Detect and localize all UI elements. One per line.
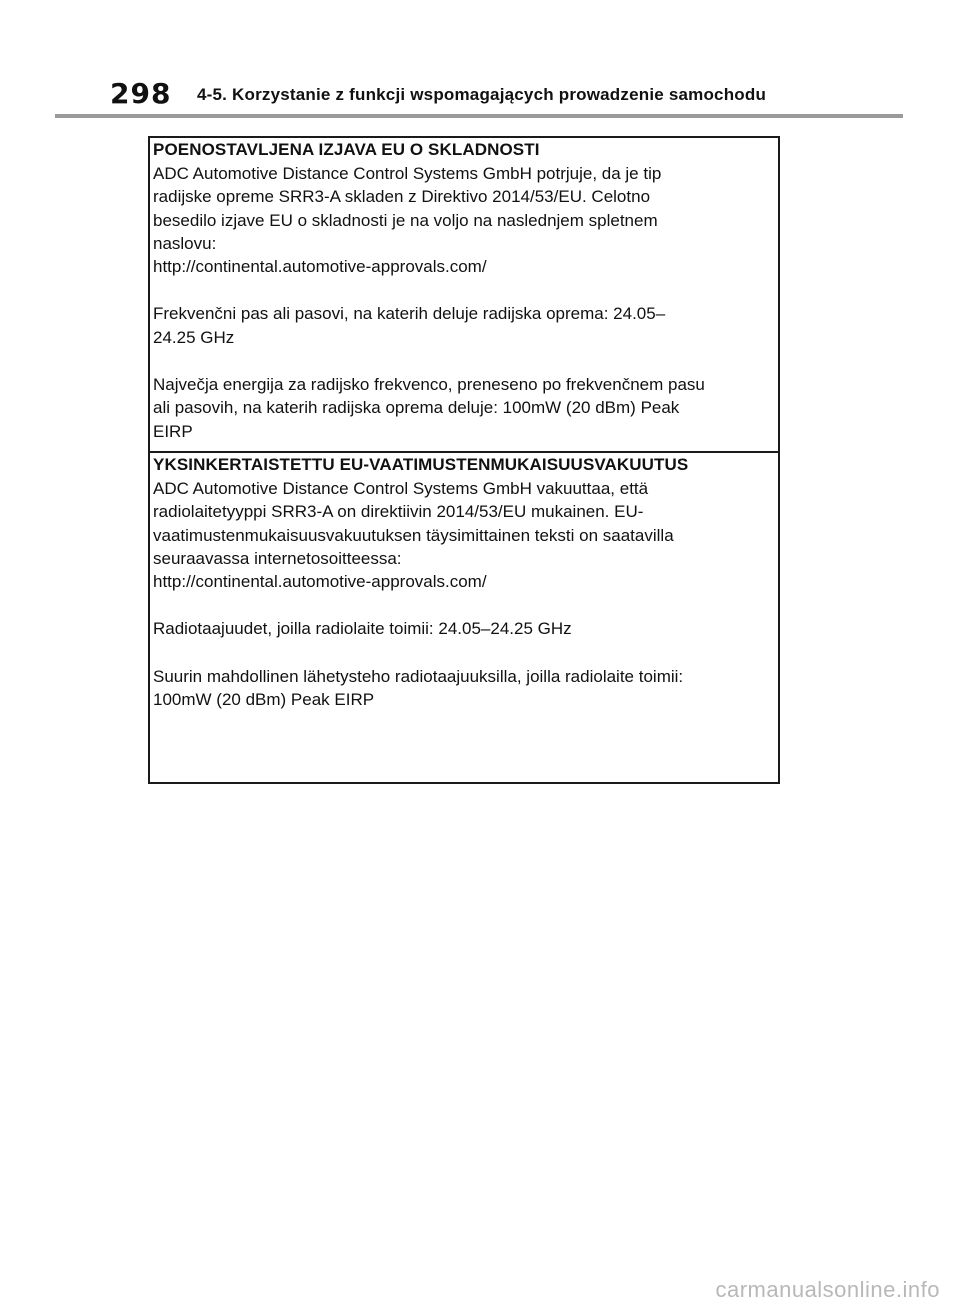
chapter-title: 4-5. Korzystanie z funkcji wspomagających prowadzenie samochodu: [197, 85, 767, 104]
paragraph-gap: [153, 641, 778, 665]
watermark: carmanualsonline.info: [715, 1277, 940, 1302]
paragraph-gap: [153, 278, 778, 302]
declaration-section-finnish: [150, 453, 778, 782]
power-text: Suurin mahdollinen lähetysteho radiotaajuuksilla, joilla radiolaite toimii: 100mW (20 dBm) Peak EIRP: [153, 666, 684, 710]
declaration-text: ADC Automotive Distance Control Systems GmbH vakuuttaa, että radiolaitetyyppi SRR3-A on direktiivin 2014/53/EU mukainen. EU- vaatimustenmukaisuusvakuutuksen täysimittainen teksti on saatavilla seuraavassa internetosoitteessa: http://continental.automotive-approvals.com/: [153, 479, 674, 592]
frequency-text: Frekvenčni pas ali pasovi, na katerih deluje radijska oprema: 24.05– 24.25 GHz: [153, 304, 666, 347]
header-divider: [55, 114, 903, 118]
section-heading: POENOSTAVLJENA IZJAVA EU O SKLADNOSTI: [153, 140, 540, 159]
frequency-text: Radiotaajuudet, joilla radiolaite toimii: 24.05–24.25 GHz: [153, 619, 572, 639]
page-header: [0, 0, 960, 120]
paragraph-gap: [153, 349, 778, 373]
page-number: 298: [110, 77, 172, 110]
paragraph-gap: [153, 593, 778, 617]
power-text: Največja energija za radijsko frekvenco, preneseno po frekvenčnem pasu ali pasovih, na katerih radijska oprema deluje: 100mW (20 dBm) Peak EIRP: [153, 375, 705, 441]
section-heading: YKSINKERTAISTETTU EU-VAATIMUSTENMUKAISUUSVAKUUTUS: [153, 455, 689, 474]
declaration-text: ADC Automotive Distance Control Systems GmbH potrjuje, da je tip radijske opreme SRR3-A skladen z Direktivo 2014/53/EU. Celotno besedilo izjave EU o skladnosti je na voljo na naslednjem spletnem naslovu: http://continental.automotive-approvals.com/: [153, 164, 662, 277]
declaration-section-slovenian: [150, 138, 778, 453]
declaration-box: [148, 136, 780, 784]
